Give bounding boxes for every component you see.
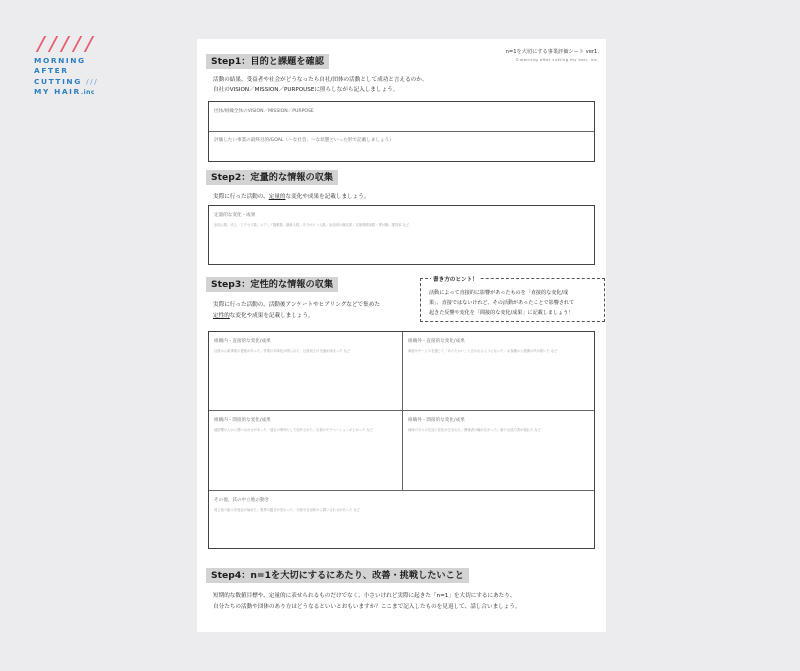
- logo-line-4: MY HAIR.inc: [34, 87, 95, 97]
- cell-internal-direct-example: 社員から新事業の提案があった／作業の効率化が図られた／社員同士の交流が深まった など: [214, 349, 351, 353]
- cell-external-direct[interactable]: [403, 332, 595, 410]
- step1-heading: Step1：目的と課題を確認: [206, 54, 329, 69]
- step1-description-line2: 自社のVISION／MISSION／PURPOUSEに照らしながら記入しましょう。: [213, 87, 399, 93]
- logo-slash-marks: [34, 36, 114, 54]
- step2-box-label: 定量的な変化・成果: [214, 213, 256, 218]
- step1-vision-label: 団体/組織全体のVISION／MISSION／PURPOSE: [214, 109, 314, 114]
- sheet-title: [506, 49, 599, 63]
- hint-title: 書き方のヒント！: [433, 277, 478, 283]
- step1-description-line1: 活動の結果、受益者や社会がどうなったら自社/団体の活動として成功と言えるのか、: [213, 77, 428, 83]
- logo-line-3: CUTTING ///: [34, 76, 99, 86]
- evaluation-sheet: [197, 39, 606, 632]
- step1-input-box[interactable]: [208, 101, 595, 162]
- cell-internal-indirect-label: 組織内・間接的な変化/成果: [214, 418, 271, 423]
- cell-external-direct-label: 組織外・直接的な変化/成果: [408, 339, 465, 344]
- cell-external-indirect-example: 地域の方々の生活に変化が生まれた／関係者の輪が広がった／新たな協力者が現れた など: [408, 428, 541, 432]
- cell-other[interactable]: [209, 491, 595, 548]
- step4-description-line1: 短期的な数値目標や、定量的に表せられるものだけでなく、小さいけれど実際に起きた「n=1」を大切にするにあたり、: [213, 593, 516, 599]
- step2-description: 実際に行った活動の、定量的な変化や成果を記載しましょう。: [213, 194, 370, 200]
- cell-internal-direct-label: 組織内・直接的な変化/成果: [214, 339, 271, 344]
- cell-internal-indirect-example: 他部署の人から問い合わせがあった／他社の事例として紹介された／社員のモチベーションが上がった など: [214, 428, 374, 432]
- step4-heading: Step4：n=1を大切にするにあたり、改善・挑戦したいこと: [206, 568, 469, 583]
- cell-external-direct-example: 商品やサービスを通じて「あたたかい」と言われるようになった／お客様から感謝の声が届いた など: [408, 349, 558, 353]
- writing-hint-box: [420, 278, 605, 322]
- step2-input-box[interactable]: [208, 205, 595, 265]
- step3-description-line1: 実際に行った活動の、活動後アンケートやヒアリングなどで集めた: [213, 302, 380, 308]
- cell-external-indirect[interactable]: [403, 411, 595, 490]
- step3-heading: Step3：定性的な情報の収集: [206, 277, 338, 292]
- cell-internal-direct[interactable]: [209, 332, 402, 410]
- logo-line-2: AFTER: [34, 66, 69, 76]
- step3-input-grid: [208, 331, 595, 549]
- step2-box-example: 参加人数／売上／アクセス数／メディア掲載数／継続人数／ありがとう人数／参加者の満足度／支援者増加数・寄付額／獲得率 など: [214, 223, 410, 227]
- cell-other-example: 同じ取り組みを他社が始めた／業界の動きが変わった／行政や自治体から問い合わせがあった など: [214, 508, 361, 512]
- step2-heading: Step2：定量的な情報の収集: [206, 170, 338, 185]
- sheet-copyright: ©morning after cutting my hair, inc.: [515, 57, 599, 62]
- step4-description-line2: 自分たちの活動や団体のあり方はどうなるといいとおもいますか？ここまで記入したものを見返して、話し合いましょう。: [213, 604, 521, 610]
- cell-external-indirect-label: 組織外・間接的な変化/成果: [408, 418, 465, 423]
- step1-goal-label: 評価したい事業の最終目的/GOAL（〜な社会、〜な状態といった形で記載しましょう）: [214, 138, 394, 143]
- step3-description-line2: 定性的な変化や成果を記載しましょう。: [213, 313, 314, 319]
- sheet-title-text: n=1を大切にする事業評価シート ver1.: [505, 49, 599, 55]
- cell-other-label: その他、其の中立地の動き: [214, 498, 270, 503]
- step1-divider: [209, 131, 594, 132]
- company-logo: [34, 36, 114, 99]
- cell-internal-indirect[interactable]: [209, 411, 402, 490]
- hint-text: 活動によって直接的に影響があったものを「直接的な変化/成 果」、直接ではないけれど、その活動があったことで影響されて 起きた反響や変化を「間接的な変化/成果」に記載しましょう！: [429, 290, 575, 316]
- logo-line-1: MORNING: [34, 56, 86, 65]
